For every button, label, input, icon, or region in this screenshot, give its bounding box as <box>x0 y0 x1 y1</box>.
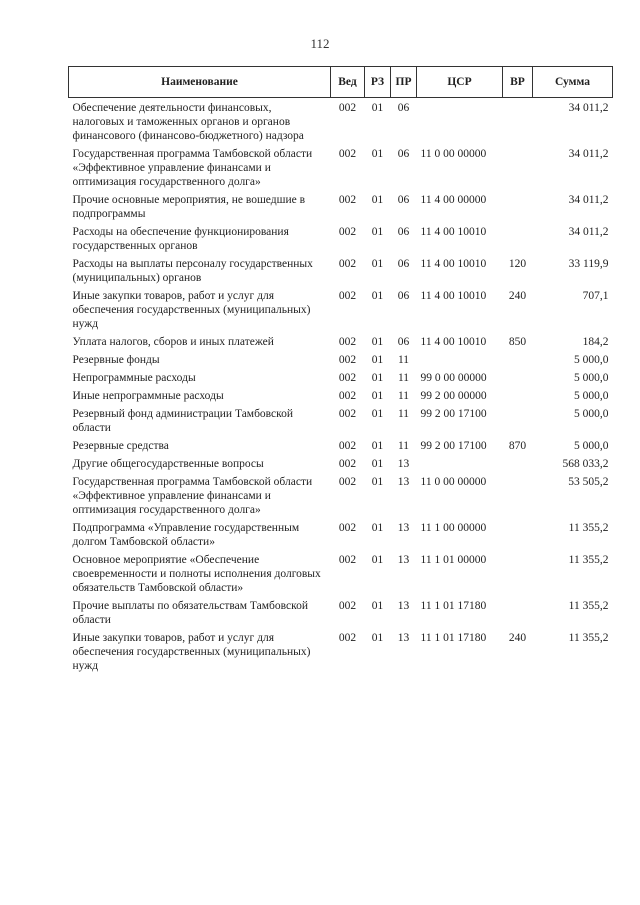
header-rz: РЗ <box>365 67 391 98</box>
row-vr <box>503 453 533 471</box>
row-vr <box>503 517 533 549</box>
row-csr: 11 0 00 00000 <box>420 148 487 160</box>
row-pr: 13 <box>397 600 410 612</box>
table-row <box>69 549 613 595</box>
row-sum: 11 355,2 <box>568 600 609 612</box>
row-csr: 11 1 01 17180 <box>420 632 487 644</box>
header-ved: Вед <box>331 67 365 98</box>
row-name: Резервные фонды <box>72 354 160 366</box>
row-sum: 5 000,0 <box>574 372 609 384</box>
table-row <box>69 253 613 285</box>
row-sum: 53 505,2 <box>568 476 609 488</box>
row-name: Государственная программа Тамбовской области «Эффективное управление финансами и оптимизация государственного долга» <box>72 148 313 188</box>
row-ved: 002 <box>338 194 357 206</box>
table-row <box>69 331 613 349</box>
table-row <box>69 403 613 435</box>
row-ved: 002 <box>338 390 357 402</box>
table-row <box>69 435 613 453</box>
row-sum: 34 011,2 <box>568 226 609 238</box>
table-row <box>69 595 613 627</box>
row-name: Основное мероприятие «Обеспечение своевременности и полноты исполнения долговых обязательств Тамбовской области» <box>72 554 321 594</box>
row-vr <box>503 221 533 253</box>
row-name: Непрограммные расходы <box>72 372 196 384</box>
header-name: Наименование <box>69 67 331 98</box>
row-sum: 34 011,2 <box>568 102 609 114</box>
table-body <box>69 98 613 674</box>
row-csr: 11 4 00 10010 <box>420 258 487 270</box>
row-csr: 11 1 01 17180 <box>420 600 487 612</box>
header-vr: ВР <box>503 67 533 98</box>
row-ved: 002 <box>338 458 357 470</box>
row-rz: 01 <box>371 522 384 534</box>
header-csr: ЦСР <box>417 67 503 98</box>
row-sum: 34 011,2 <box>568 194 609 206</box>
row-pr: 06 <box>397 290 410 302</box>
row-vr <box>503 367 533 385</box>
row-rz: 01 <box>371 632 384 644</box>
row-ved: 002 <box>338 354 357 366</box>
row-csr: 11 4 00 10010 <box>420 290 487 302</box>
row-pr: 11 <box>397 440 410 452</box>
table-row <box>69 285 613 331</box>
row-ved: 002 <box>338 632 357 644</box>
table-row <box>69 453 613 471</box>
row-pr: 11 <box>397 354 410 366</box>
row-name: Резервный фонд администрации Тамбовской области <box>72 408 294 434</box>
row-name: Расходы на выплаты персоналу государственных (муниципальных) органов <box>72 258 313 284</box>
row-rz: 01 <box>371 194 384 206</box>
row-pr: 06 <box>397 258 410 270</box>
row-rz: 01 <box>371 476 384 488</box>
row-pr: 13 <box>397 476 410 488</box>
row-name: Иные закупки товаров, работ и услуг для обеспечения государственных (муниципальных) нужд <box>72 290 311 330</box>
row-ved: 002 <box>338 522 357 534</box>
row-vr: 870 <box>508 440 527 452</box>
row-sum: 5 000,0 <box>574 440 609 452</box>
row-csr <box>417 453 503 471</box>
row-rz: 01 <box>371 258 384 270</box>
row-vr: 240 <box>508 632 527 644</box>
table-row <box>69 189 613 221</box>
row-sum: 568 033,2 <box>562 458 609 470</box>
table-row <box>69 627 613 673</box>
row-pr: 11 <box>397 408 410 420</box>
row-pr: 13 <box>397 522 410 534</box>
row-csr: 99 2 00 17100 <box>420 440 487 452</box>
row-csr: 99 0 00 00000 <box>420 372 487 384</box>
row-csr: 11 1 00 00000 <box>420 522 487 534</box>
row-pr: 13 <box>397 458 410 470</box>
row-rz: 01 <box>371 554 384 566</box>
row-rz: 01 <box>371 440 384 452</box>
header-pr: ПР <box>391 67 417 98</box>
row-csr: 11 0 00 00000 <box>420 476 487 488</box>
row-name: Уплата налогов, сборов и иных платежей <box>72 336 274 348</box>
row-ved: 002 <box>338 600 357 612</box>
table-row <box>69 367 613 385</box>
row-pr: 06 <box>397 336 410 348</box>
row-name: Государственная программа Тамбовской области «Эффективное управление финансами и оптимизация государственного долга» <box>72 476 313 516</box>
row-rz: 01 <box>371 390 384 402</box>
row-vr <box>503 143 533 189</box>
row-sum: 5 000,0 <box>574 408 609 420</box>
row-ved: 002 <box>338 148 357 160</box>
row-rz: 01 <box>371 102 384 114</box>
table-row <box>69 98 613 144</box>
row-ved: 002 <box>338 554 357 566</box>
row-vr <box>503 98 533 144</box>
row-sum: 11 355,2 <box>568 554 609 566</box>
row-sum: 11 355,2 <box>568 522 609 534</box>
row-name: Подпрограмма «Управление государственным долгом Тамбовской области» <box>72 522 300 548</box>
row-vr <box>503 471 533 517</box>
table-row <box>69 143 613 189</box>
row-name: Иные закупки товаров, работ и услуг для обеспечения государственных (муниципальных) нужд <box>72 632 311 672</box>
table-header <box>69 67 613 98</box>
row-vr <box>503 595 533 627</box>
row-csr: 11 4 00 10010 <box>420 336 487 348</box>
table-row <box>69 517 613 549</box>
row-vr <box>503 549 533 595</box>
row-sum: 5 000,0 <box>574 390 609 402</box>
row-ved: 002 <box>338 258 357 270</box>
row-rz: 01 <box>371 600 384 612</box>
row-pr: 11 <box>397 372 410 384</box>
row-rz: 01 <box>371 290 384 302</box>
row-name: Другие общегосударственные вопросы <box>72 458 264 470</box>
row-name: Обеспечение деятельности финансовых, налоговых и таможенных органов и органов финансового (финансово-бюджетного) надзора <box>72 102 304 142</box>
row-pr: 11 <box>397 390 410 402</box>
row-pr: 13 <box>397 554 410 566</box>
row-csr: 11 4 00 00000 <box>420 194 487 206</box>
row-sum: 184,2 <box>582 336 609 348</box>
row-vr <box>503 349 533 367</box>
row-ved: 002 <box>338 290 357 302</box>
table-row <box>69 349 613 367</box>
page-number: 112 <box>310 36 330 51</box>
row-csr: 99 2 00 17100 <box>420 408 487 420</box>
row-ved: 002 <box>338 336 357 348</box>
row-ved: 002 <box>338 372 357 384</box>
table-row <box>69 471 613 517</box>
row-rz: 01 <box>371 354 384 366</box>
row-pr: 06 <box>397 226 410 238</box>
row-name: Прочие основные мероприятия, не вошедшие в подпрограммы <box>72 194 306 220</box>
row-name: Расходы на обеспечение функционирования государственных органов <box>72 226 289 252</box>
row-ved: 002 <box>338 408 357 420</box>
row-name: Прочие выплаты по обязательствам Тамбовской области <box>72 600 309 626</box>
row-sum: 34 011,2 <box>568 148 609 160</box>
row-name: Иные непрограммные расходы <box>72 390 224 402</box>
row-rz: 01 <box>371 458 384 470</box>
row-csr <box>417 349 503 367</box>
budget-table <box>68 66 613 673</box>
row-sum: 33 119,9 <box>568 258 609 270</box>
row-ved: 002 <box>338 226 357 238</box>
row-rz: 01 <box>371 372 384 384</box>
row-sum: 5 000,0 <box>574 354 609 366</box>
row-pr: 06 <box>397 102 410 114</box>
row-ved: 002 <box>338 440 357 452</box>
row-vr: 850 <box>508 336 527 348</box>
table-row <box>69 221 613 253</box>
row-rz: 01 <box>371 408 384 420</box>
row-pr: 06 <box>397 194 410 206</box>
row-vr <box>503 403 533 435</box>
row-rz: 01 <box>371 336 384 348</box>
row-csr: 11 1 01 00000 <box>420 554 487 566</box>
row-vr <box>503 385 533 403</box>
row-vr: 240 <box>508 290 527 302</box>
row-csr <box>417 98 503 144</box>
row-vr <box>503 189 533 221</box>
row-ved: 002 <box>338 476 357 488</box>
row-vr: 120 <box>508 258 527 270</box>
row-ved: 002 <box>338 102 357 114</box>
row-name: Резервные средства <box>72 440 169 452</box>
row-csr: 99 2 00 00000 <box>420 390 487 402</box>
row-csr: 11 4 00 10010 <box>420 226 487 238</box>
row-sum: 11 355,2 <box>568 632 609 644</box>
row-sum: 707,1 <box>582 290 609 302</box>
table-row <box>69 385 613 403</box>
row-pr: 06 <box>397 148 410 160</box>
row-rz: 01 <box>371 226 384 238</box>
row-rz: 01 <box>371 148 384 160</box>
header-sum: Сумма <box>533 67 613 98</box>
row-pr: 13 <box>397 632 410 644</box>
